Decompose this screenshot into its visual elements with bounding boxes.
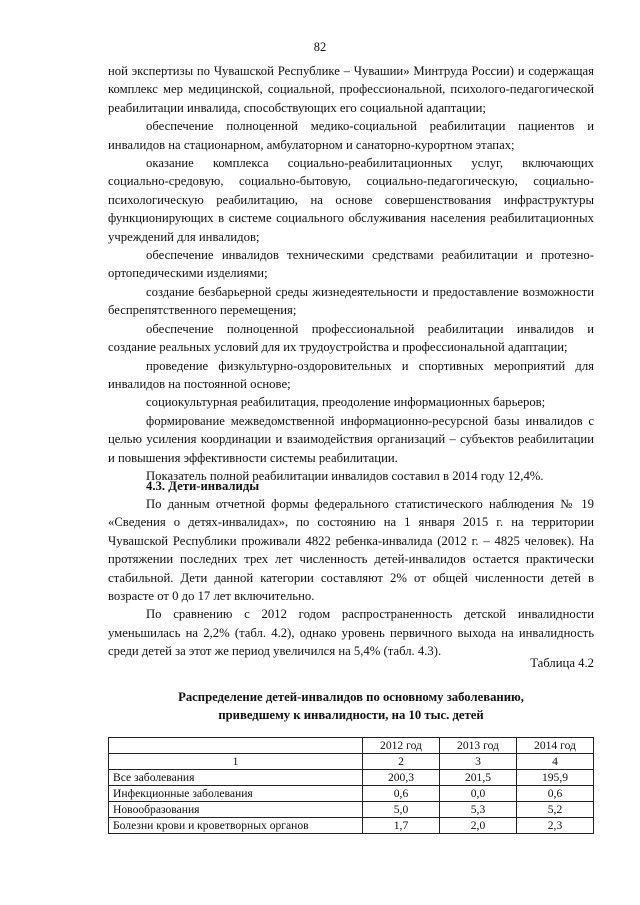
paragraph: Показатель полной реабилитации инвалидов составил в 2014 году 12,4%. xyxy=(146,468,544,483)
table-cell: 0,0 xyxy=(440,786,517,802)
table-row xyxy=(109,818,594,834)
table-row-label: Новообразования xyxy=(109,802,363,818)
table-row xyxy=(109,770,594,786)
table-cell: 2 xyxy=(363,754,440,770)
page-number: 82 xyxy=(313,40,327,54)
table-cell: 0,6 xyxy=(517,786,594,802)
table-title-line: Распределение детей-инвалидов по основному заболеванию, xyxy=(178,690,524,704)
table-cell: 4 xyxy=(517,754,594,770)
paragraph: По сравнению с 2012 годом распространенность детской инвалидности уменьшилась на 2,2% (табл. 4.2), однако уровень первичного выхода на инвалидность среди детей за этот же период увеличился на 5,4% (табл. 4.3). xyxy=(108,607,594,659)
table-cell: 5,0 xyxy=(363,802,440,818)
table-row xyxy=(109,802,594,818)
table-header-cell: 2013 год xyxy=(440,738,517,754)
paragraph: обеспечение полноценной профессиональной реабилитации инвалидов и создание реальных условий для их трудоустройства и профессиональной адаптации; xyxy=(108,321,594,355)
table-cell: 2,3 xyxy=(517,818,594,834)
section-heading: 4.3. Дети-инвалиды xyxy=(146,479,260,493)
table-title-line: приведшему к инвалидности, на 10 тыс. детей xyxy=(218,708,484,722)
table-cell: 195,9 xyxy=(517,770,594,786)
data-table xyxy=(108,737,594,834)
body-text-top xyxy=(108,62,594,485)
paragraph: ной экспертизы по Чувашской Республике – Чувашии» Минтруда России) и содержащая комплекс мер медицинской, социальной, профессиональной, психолого-педагогической реабилитации инвалида, способствующих его социальной адаптации; xyxy=(108,64,594,115)
paragraph: оказание комплекса социально-реабилитационных услуг, включающих социально-средовую, социально-бытовую, социально-педагогическую, социально-психологическую реабилитацию, на основе совершенствования инфраструктуры функционирующих в системе социального обслуживания населения реабилитационных учреждений для инвалидов; xyxy=(108,156,594,244)
table-cell: 0,6 xyxy=(363,786,440,802)
table-header-cell: 2014 год xyxy=(517,738,594,754)
paragraph: формирование межведомственной информационно-ресурсной базы инвалидов с целью усиления координации и взаимодействия организаций – субъектов реабилитации и повышения эффективности системы реабилитации. xyxy=(108,413,594,465)
table-header-row xyxy=(109,738,594,754)
table-cell: 2,0 xyxy=(440,818,517,834)
table-header-cell xyxy=(109,738,363,754)
paragraph: обеспечение инвалидов техническими средствами реабилитации и протезно-ортопедическими изделиями; xyxy=(108,248,594,281)
table-header-cell: 2012 год xyxy=(363,738,440,754)
table-cell: 201,5 xyxy=(440,770,517,786)
table-cell: 5,3 xyxy=(440,802,517,818)
table-row-label: Болезни крови и кроветворных органов xyxy=(109,818,363,834)
table-cell: 1 xyxy=(109,754,363,770)
paragraph: обеспечение полноценной медико-социальной реабилитации пациентов и инвалидов на стационарном, амбулаторном и санаторно-курортном этапах; xyxy=(108,119,594,152)
table-cell: 5,2 xyxy=(517,802,594,818)
table-cell: 1,7 xyxy=(363,818,440,834)
table-title xyxy=(108,688,594,724)
paragraph: проведение физкультурно-оздоровительных и спортивных мероприятий для инвалидов на постоянной основе; xyxy=(108,358,594,391)
table-row-label: Инфекционные заболевания xyxy=(109,786,363,802)
table-row xyxy=(109,786,594,802)
table-cell: 200,3 xyxy=(363,770,440,786)
paragraph: По данным отчетной формы федерального статистического наблюдения № 19 «Сведения о детях-инвалидах», по состоянию на 1 января 2015 г. на территории Чувашской Республики проживали 4822 ребенка-инвалида (2012 г. – 4825 человек). На протяжении последних трех лет численность детей-инвалидов остается практически стабильной. Дети данной категории составляют 2% от общей численности детей в возрасте от 0 до 17 лет включительно. xyxy=(108,497,594,604)
paragraph: создание безбарьерной среды жизнедеятельности и предоставление возможности беспрепятственного перемещения; xyxy=(108,284,594,318)
table-cell: 3 xyxy=(440,754,517,770)
table-row-label: Все заболевания xyxy=(109,770,363,786)
paragraph: социокультурная реабилитация, преодоление информационных барьеров; xyxy=(146,395,546,410)
body-text-section xyxy=(108,495,594,661)
table-caption: Таблица 4.2 xyxy=(530,656,594,670)
table-index-row xyxy=(109,754,594,770)
